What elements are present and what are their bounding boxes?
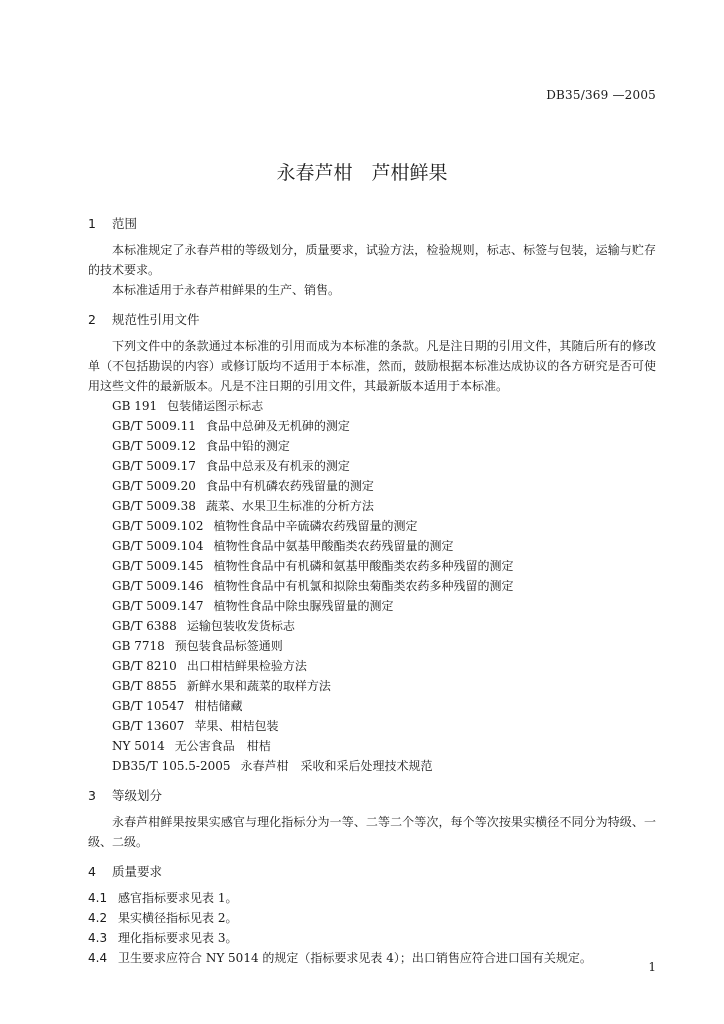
clause-text: 感官指标要求见表 1。	[118, 891, 238, 905]
reference-title: 植物性食品中有机磷和氨基甲酸酯类农药多种残留的测定	[213, 559, 514, 573]
document-code: DB35/369 —2005	[546, 88, 656, 102]
reference-item	[88, 436, 656, 456]
reference-item	[88, 716, 656, 736]
section-title: 范围	[112, 216, 138, 231]
section-2-heading	[88, 310, 656, 330]
reference-title: 预包装食品标签通则	[174, 639, 283, 653]
reference-code: GB 7718	[112, 639, 165, 653]
reference-code: GB/T 5009.147	[112, 599, 204, 613]
reference-code: GB/T 5009.11	[112, 419, 196, 433]
clause-number: 4.3	[88, 931, 108, 945]
reference-item	[88, 496, 656, 516]
section-3-heading	[88, 786, 656, 806]
reference-title: 运输包装收发货标志	[186, 619, 295, 633]
reference-item	[88, 456, 656, 476]
reference-title: 食品中总汞及有机汞的测定	[205, 459, 350, 473]
reference-item	[88, 556, 656, 576]
reference-item	[88, 536, 656, 556]
reference-code: GB/T 5009.17	[112, 459, 196, 473]
reference-title: 柑桔储藏	[194, 699, 243, 713]
section-title: 规范性引用文件	[112, 312, 200, 327]
clause-item	[88, 888, 656, 908]
paragraph: 本标准适用于永春芦柑鲜果的生产、销售。	[112, 283, 341, 297]
paragraph: 永春芦柑鲜果按果实感官与理化指标分为一等、二等二个等次，每个等次按果实横径不同分为特级、一级、二级。	[88, 815, 656, 849]
section-title: 等级划分	[112, 788, 163, 803]
clause-item	[88, 928, 656, 948]
reference-title: 植物性食品中氨基甲酸酯类农药残留量的测定	[213, 539, 454, 553]
paragraph: 下列文件中的条款通过本标准的引用而成为本标准的条款。凡是注日期的引用文件，其随后所有的修改单（不包括勘误的内容）或修订版均不适用于本标准，然而，鼓励根据本标准达成协议的各方研究是否可使用这些文件的最新版本。凡是不注日期的引用文件，其最新版本适用于本标准。	[88, 339, 656, 393]
reference-item	[88, 476, 656, 496]
reference-item	[88, 616, 656, 636]
reference-title: 植物性食品中除虫脲残留量的测定	[213, 599, 394, 613]
reference-title: 包装储运图示标志	[167, 399, 264, 413]
clause-number: 4.2	[88, 911, 108, 925]
clause-text: 卫生要求应符合 NY 5014 的规定（指标要求见表 4）；出口销售应符合进口国有关规定。	[118, 951, 592, 965]
reference-item	[88, 596, 656, 616]
reference-code: GB/T 5009.104	[112, 539, 204, 553]
clause-text: 理化指标要求见表 3。	[118, 931, 238, 945]
reference-code: DB35/T 105.5-2005	[112, 759, 231, 773]
reference-title: 新鲜水果和蔬菜的取样方法	[186, 679, 331, 693]
reference-title: 食品中总砷及无机砷的测定	[205, 419, 350, 433]
reference-code: GB/T 5009.12	[112, 439, 196, 453]
reference-code: GB/T 13607	[112, 719, 185, 733]
paragraph: 本标准规定了永春芦柑的等级划分，质量要求，试验方法，检验规则，标志、标签与包装，运输与贮存的技术要求。	[88, 243, 656, 277]
reference-code: GB/T 10547	[112, 699, 185, 713]
reference-item	[88, 416, 656, 436]
clause-item	[88, 948, 656, 968]
section-1-heading	[88, 214, 656, 234]
reference-item	[88, 736, 656, 756]
section-number: 4	[88, 864, 96, 879]
reference-title: 苹果、柑桔包装	[194, 719, 279, 733]
section-4-heading	[88, 862, 656, 882]
page-number: 1	[648, 960, 656, 974]
reference-title: 出口柑桔鲜果检验方法	[186, 659, 307, 673]
reference-item	[88, 636, 656, 656]
reference-code: GB/T 5009.102	[112, 519, 204, 533]
reference-title: 植物性食品中辛硫磷农药残留量的测定	[213, 519, 418, 533]
reference-code: GB/T 8210	[112, 659, 177, 673]
section-number: 3	[88, 788, 96, 803]
section-number: 1	[88, 216, 96, 231]
reference-item	[88, 396, 656, 416]
clause-number: 4.4	[88, 951, 108, 965]
reference-list	[88, 396, 656, 776]
reference-item	[88, 656, 656, 676]
reference-code: GB 191	[112, 399, 158, 413]
reference-code: GB/T 5009.20	[112, 479, 196, 493]
reference-code: GB/T 6388	[112, 619, 177, 633]
reference-title: 蔬菜、水果卫生标准的分析方法	[205, 499, 374, 513]
reference-title: 食品中铅的测定	[205, 439, 290, 453]
clause-item	[88, 908, 656, 928]
clause-number: 4.1	[88, 891, 108, 905]
reference-title: 植物性食品中有机氯和拟除虫菊酯类农药多种残留的测定	[213, 579, 514, 593]
reference-code: GB/T 8855	[112, 679, 177, 693]
section-title: 质量要求	[112, 864, 163, 879]
reference-title: 食品中有机磷农药残留量的测定	[205, 479, 374, 493]
reference-code: GB/T 5009.38	[112, 499, 196, 513]
clause-text: 果实横径指标见表 2。	[118, 911, 238, 925]
reference-item	[88, 576, 656, 596]
document-title: 永春芦柑 芦柑鲜果	[276, 162, 448, 184]
reference-code: NY 5014	[112, 739, 165, 753]
reference-item	[88, 696, 656, 716]
reference-title: 永春芦柑 采收和采后处理技术规范	[240, 759, 433, 773]
reference-code: GB/T 5009.145	[112, 559, 204, 573]
reference-code: GB/T 5009.146	[112, 579, 204, 593]
document-body	[88, 214, 656, 968]
reference-item	[88, 516, 656, 536]
reference-item	[88, 676, 656, 696]
section-number: 2	[88, 312, 96, 327]
reference-title: 无公害食品 柑桔	[174, 739, 271, 753]
reference-item	[88, 756, 656, 776]
